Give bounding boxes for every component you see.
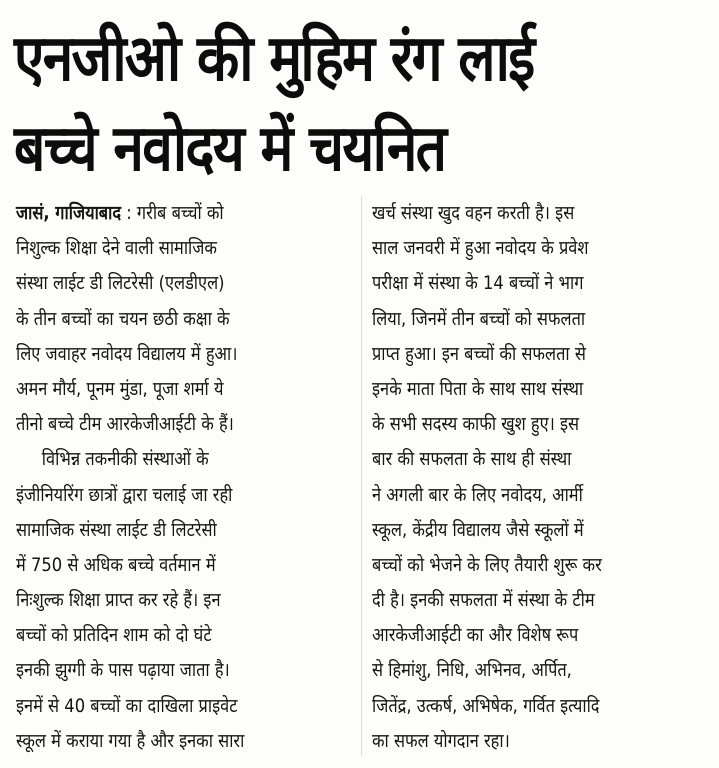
article-line: इनमें से 40 बच्चों का दाखिला प्राइवेट bbox=[16, 694, 238, 717]
article-line: के तीन बच्चों का चयन छठी कक्षा के bbox=[16, 307, 230, 330]
article-line: साल जनवरी में हुआ नवोदय के प्रवेश bbox=[372, 237, 589, 260]
headline bbox=[14, 14, 612, 194]
article-line: इनके माता पिता के साथ साथ संस्था bbox=[372, 377, 584, 400]
article-line: ने अगली बार के लिए नवोदय, आर्मी bbox=[372, 483, 583, 506]
article-line: लिए जवाहर नवोदय विद्यालय में हुआ। bbox=[16, 342, 238, 365]
article-line: तीनो बच्चे टीम आरकेजीआईटी के हैं। bbox=[16, 413, 234, 436]
article-line: निशुल्क शिक्षा देने वाली सामाजिक bbox=[16, 237, 217, 260]
article-line: आरकेजीआईटी का और विशेष रूप bbox=[372, 624, 579, 647]
article-column-right bbox=[372, 196, 707, 759]
article-line: का सफल योगदान रहा। bbox=[372, 729, 510, 752]
paragraph-start-line: विभिन्न तकनीकी संस्थाओं के bbox=[41, 448, 209, 471]
article-line: लिया, जिनमें तीन बच्चों को सफलता bbox=[372, 307, 586, 330]
headline-line-1: एनजीओ की मुहिम रंग लाई bbox=[14, 22, 534, 96]
article-line: इनकी झुग्गी के पास पढ़ाया जाता है। bbox=[16, 659, 230, 682]
article-line: खर्च संस्था खुद वहन करती है। इस bbox=[372, 202, 575, 224]
article-column-left bbox=[16, 196, 360, 759]
article-line: स्कूल में कराया गया है और इनका सारा bbox=[16, 729, 245, 752]
article-line: से हिमांशु, निधि, अभिनव, अर्पित, bbox=[372, 659, 572, 682]
article-line: बार की सफलता के साथ ही संस्था bbox=[372, 448, 572, 471]
article-line bbox=[16, 196, 360, 231]
article-line: परीक्षा में संस्था के 14 बच्चों ने भाग bbox=[372, 272, 584, 295]
article-line: सामाजिक संस्था लाईट डी लिटरेसी bbox=[16, 518, 217, 541]
article-line: इंजीनियरिंग छात्रों द्वारा चलाई जा रही bbox=[16, 483, 233, 506]
article-line: बच्चों को भेजने के लिए तैयारी शुरू कर bbox=[372, 553, 602, 576]
headline-line-2: बच्चे नवोदय में चयनित bbox=[14, 112, 446, 186]
article-line: में 750 से अधिक बच्चे वर्तमान में bbox=[16, 553, 216, 576]
byline: जासं, गाजियाबाद bbox=[16, 202, 122, 224]
column-divider bbox=[361, 196, 362, 756]
article-line: निःशुल्क शिक्षा प्राप्त कर रहे हैं। इन bbox=[16, 589, 221, 612]
article-line: स्कूल, केंद्रीय विद्यालय जैसे स्कूलों में bbox=[372, 518, 584, 541]
article-line: संस्था लाईट डी लिटरेसी (एलडीएल) bbox=[16, 272, 225, 295]
article-line: प्राप्त हुआ। इन बच्चों की सफलता से bbox=[372, 342, 586, 365]
article-line-text: : गरीब बच्चों को bbox=[121, 202, 224, 224]
article-line: बच्चों को प्रतिदिन शाम को दो घंटे bbox=[16, 624, 212, 647]
article-line: अमन मौर्य, पूनम मुंडा, पूजा शर्मा ये bbox=[16, 377, 224, 400]
article-line: के सभी सदस्य काफी खुश हुए। इस bbox=[372, 413, 580, 436]
article-line: दी है। इनकी सफलता में संस्था के टीम bbox=[372, 589, 595, 612]
article-line: जितेंद्र, उत्कर्ष, अभिषेक, गर्वित इत्यादि bbox=[372, 694, 600, 717]
